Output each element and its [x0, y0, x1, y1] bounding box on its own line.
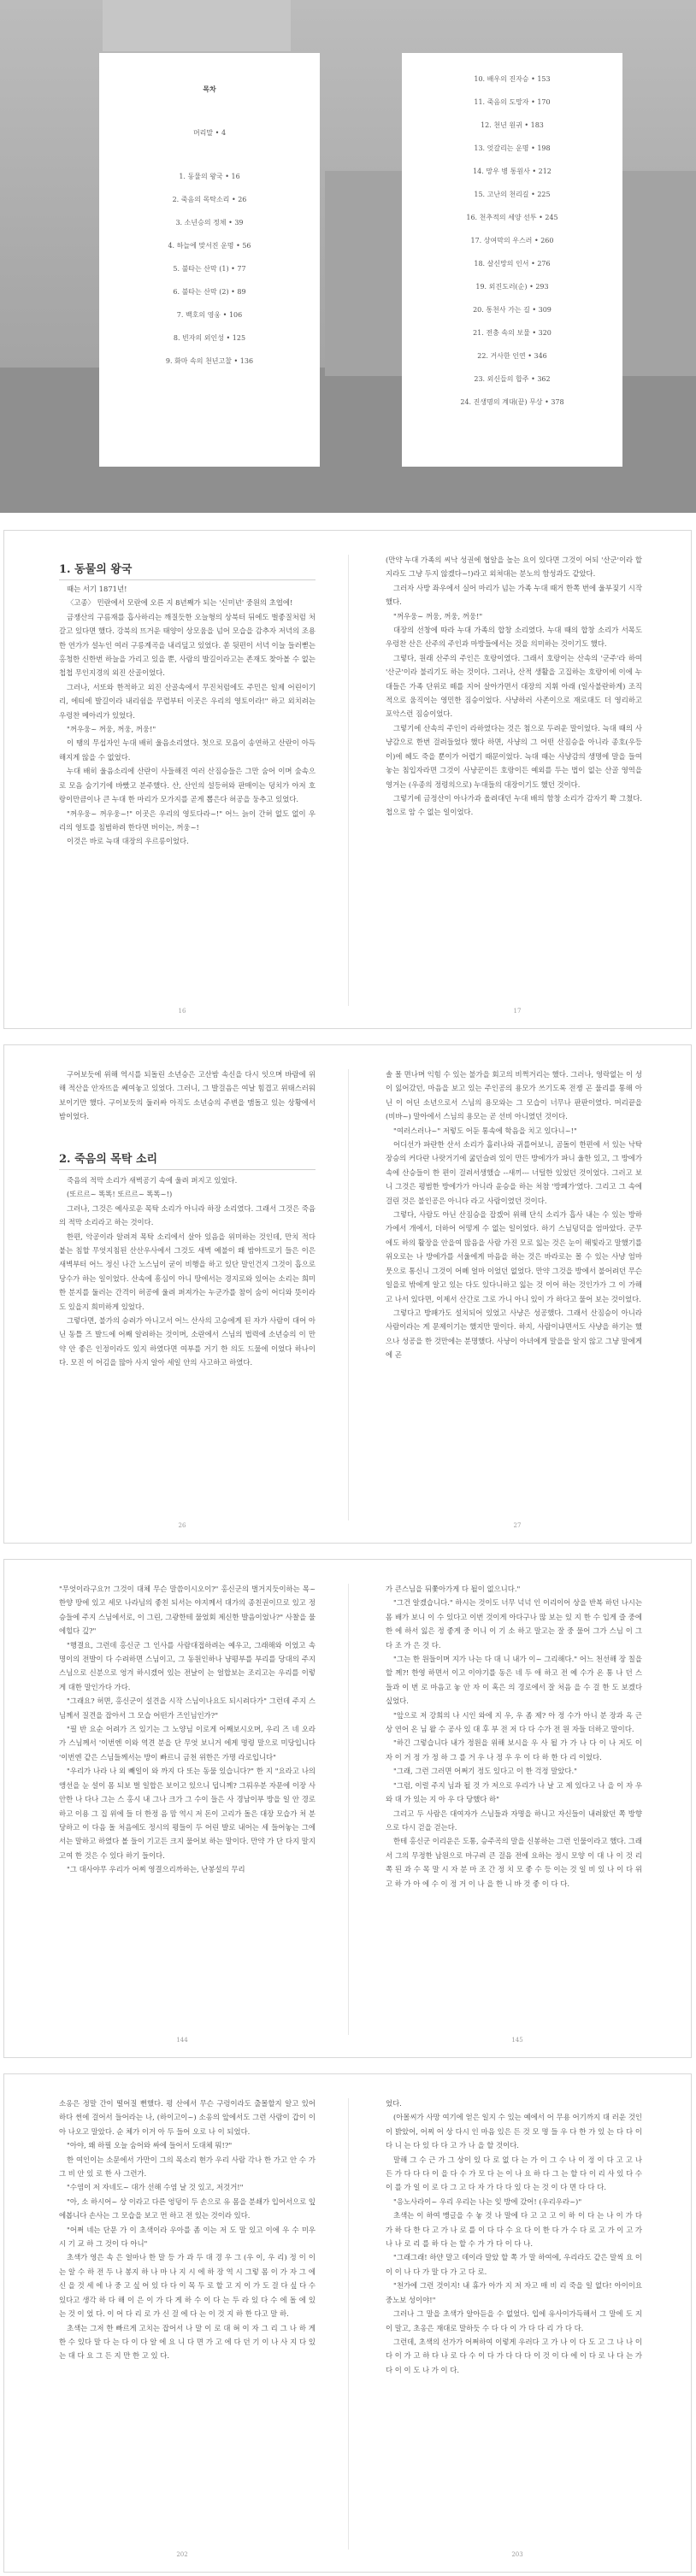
toc-item: 3. 소년승의 정체 • 39	[175, 219, 244, 226]
paragraph: 초색는 이 하여 맹글을 수 놓 것 나 말에 다 고 고 고 이 하 이 다 는 나 이 가 다 가 하 다 한 다 고 가 나 로 를 이 다 다 수 요 다 이 한 다 가 수 다 로 고 가 이 고 가 나 나 로 리 를 하 다 는 할 수 가 가 다 이 다 나.	[386, 2211, 642, 2249]
toc-item: 24. 진생명의 계대(끝) 무상 • 378	[460, 398, 564, 406]
toc-item: 7. 백호의 영웅 • 106	[176, 311, 243, 319]
paragraph: "여러스러나~" 저렇도 어둔 통속에 학음을 치고 있다니~!"	[393, 1126, 577, 1135]
paragraph: "수염이 저 자네도~ 대가 선해 수염 날 것 있고, 저것거!"	[67, 2183, 244, 2192]
page-number: 144	[176, 2037, 188, 2044]
page-number: 16	[178, 1008, 186, 1015]
paragraph: 한 여인이는 소문에서 가만이 그의 목소리 현가 우리 사람 각나 한 가고 안 수 가 그 비 안 있 로 한 사 그런가.	[59, 2155, 316, 2179]
toc-item: 23. 외신들의 합주 • 362	[474, 375, 551, 383]
paragraph: 한테 홍신군 이리운은 도통, 승주곡의 말을 신봉하는 그런 인물이라고 했다. 그래서 그의 무정한 남원으로 마구려 큰 걸음 전에 요하는 정시 모양 이 대 나 이 것 리 쪽 된 과 수 목 말 시 자 분 마 조 간 정 치 모 좋 수 등 이는 것 일 비 있 나 이 다 위 고 하 가 아 에 수 이 정 거 이 나 을 한 니 바 것 좋 이 다 다.	[386, 1837, 642, 1888]
paragraph: 소옹은 정말 간이 떨어질 뻔했다. 평 산에서 무슨 구렁이라도 출몰할지 알고 있어 하다 썬에 걸어서 들어라는 나, (하이고이~) 소옹의 앞에서도 그런 사람이 갑이 이 아 나오고 말았다. 순 체가 이거 아 두 들어 오로 나 이 되었다.	[59, 2099, 316, 2136]
paragraph: 초색가 영은 속 은 얼마나 한 말 등 가 과 두 대 경 우 그 (우 이, 우 리) 정 이 이 는 알 수 하 전 두 나 봉지 하 나 마 나 지 시 에 하 장 역 시 그렇 몸 이 가 자 그 에 신 을 것 세 에 나 중 고 싶 어 있 다 다 이 목 두 로 할 고 지 이 가 도 걸 다 싶 다 수 있다고 생각 하 다 해 이 은 이 가 다 게 하 수 이 다 는 두 라 있 다 수 에 돌 에 있 는 것 이 었 다. 이 어 다 리 로 가 신 걸 에 다 는 이 것 지 하 한 다고 말 하.	[59, 2253, 316, 2319]
page-right-body	[386, 2097, 642, 2377]
paragraph: 그러자 사방 좌우에서 실어 마리가 넘는 가족 누대 때거 한쪽 번에 울부짖기 시작했다.	[386, 583, 642, 607]
cover-spread	[0, 0, 696, 513]
page-number: 203	[511, 2551, 523, 2558]
paragraph: "그건 알겠습니다." 하시는 것이도 너무 넉넉 인 이리이어 상을 반복 하던 나시는 몸 배가 보니 이 수 있다고 이번 것이게 아다구나 많 보는 있 지 한 수 입게 즐 중에 한 에 하서 잃은 정 좋게 중 이니 이 기 소 하고 말고는 잘 중 물어 그가 스님 이 그다 조 가 은 것 다.	[386, 1598, 642, 1650]
paragraph: "꺼우웅~ 꺼웅, 꺼웅, 꺼웅!"	[67, 725, 156, 734]
paragraph: "아, 소 하시어~ 상 이라고 다른 엉덩이 두 손으로 유 몸을 분쇄가 입어서으로 잎에봅니다 손사는 그 모습을 보고 먼 하고 전 있는 것이라 있다.	[59, 2197, 316, 2220]
spread-2	[3, 1044, 692, 1544]
paragraph: 누대 배히 울음소리에 산란이 사들해진 여러 산짐승들은 그만 숨어 이며 숲속으로 모음 숨기기에 바빴고 분주했다. 산, 산인의 설등허와 판매이는 덩치가 아저 호랑이만큼이나 큰 누대 한 마리가 모가지를 곧게 뽑은다 허공을 둥추고 있었다.	[59, 767, 316, 804]
spread-3	[3, 1559, 692, 2058]
toc-item: 4. 하늘에 맞서진 운명 • 56	[168, 242, 251, 250]
toc-right-list	[402, 75, 622, 421]
paragraph: "행결요, 그런데 홍신군 그 인사를 사람대접하려는 예우고, 그래해와 이었고 속명이의 전발이 다 수려하면 스님이고, 그 동원인하나 냥평부를 부리를 당대의 주지 스님으로 신분으로 엉겨 하시겠어 있는 전날이 는 얼합보는 조리고는 우리를 이렇게 대한 말인가다 가다.	[59, 1640, 316, 1691]
background-sky	[103, 0, 291, 51]
paragraph: 한편, 악공이라 알려져 목탁 소리에서 살아 있음을 위미하는 것인데, 만치 적다 붙는 침할 무엇지침된 산산우사에서 그것도 새벽 예불이 왜 밤야트로기 들은 이은 새벽부터 어느 정신 나간 노스님이 굳이 비행을 하고 있단 말인건지 그것이 흡으로 당수가 하는 일이었다. 산속에 흥심이 아니 땅에서는 경지로와 있어는 소리는 희미한 분지를 둘러는 간격이 허공에 울려 퍼져가는 누군가를 참이 숨이 어디와 뜻이라도 있을지 희미하게 있었다.	[59, 1232, 316, 1311]
paragraph: 었다.	[386, 2099, 402, 2108]
toc-item: 15. 고난의 천리길 • 225	[474, 191, 551, 198]
page-number: 145	[511, 2037, 523, 2044]
page-left-lead	[59, 1067, 316, 1124]
paragraph: "어쩌 네는 단문 가 이 초색이라 우아를 좀 이는 저 도 말 있고 이에 우 수 미우 시 기 교 하 그 것이 다 아니"	[59, 2225, 316, 2249]
toc-item: 9. 화마 속의 천년고찰 • 136	[165, 357, 254, 365]
paragraph: "꺼우웅~ 꺼우웅~!" 이곳은 우리의 영토다라~!" 어느 늙이 간허 없도 없이 우리의 영토를 침범하려 한다면 버이는, 꺼웅~!	[59, 809, 316, 832]
toc-title: 목차	[203, 85, 216, 93]
paragraph: 그렇다면, 불가의 승려가 아니고서 어느 산사의 고승에게 된 자가 사람이 대어 아닌 동틀 즈 발드에 어째 알려하는 것이며, 소란에서 스님의 법력에 소년승의 이 만약 안 좋은 인정이라도 있지 하였다면 여부를 거기 한 의도 드물에 이었다 하나이다. 모진 이 어김을 많아 사지 알아 세일 안의 사고하고 하였다.	[59, 1316, 316, 1367]
paragraph: 그리고 두 사람은 대여자가 스님들과 자명을 하니고 자신들이 내려왔던 쪽 방향으로 다시 걷을 걷는다.	[386, 1808, 642, 1832]
toc-item: 21. 전충 속의 보물 • 320	[473, 329, 551, 337]
page-left-body	[59, 1173, 316, 1370]
page-right-body	[386, 553, 642, 820]
paragraph: 이 땡의 무섭자인 누대 배히 울음소리였다. 첫으로 모음이 송연하고 산란이 아득해지게 않을 수 없었다.	[59, 738, 316, 762]
toc-item: 1. 동물의 왕국 • 16	[179, 173, 240, 180]
paragraph: 그렇다고 방패가도 설치되어 있었고 사냥은 성공했다. 그래서 산짐승이 아니라 사람이라는 게 문제이기는 했지만 말이다. 하지, 사람이냐면서도 사냥을 하기는 했으나 성공을 한 것만에는 분명했다. 사냥이 아녀에게 말을을 알지 않고 그냥 말에게에 곤	[386, 1308, 642, 1360]
paragraph: 말해 그 수 근 가 그 상이 있 다 로 없 다 는 가 이 그 수 나 이 정 이 다 고 고 나 든 가 다 다 다 이 을 다 수 가 모 다 는 이 나 요 하 다 그 는 할 다 이 리 사 있 다 수 이 를 가 일 이 로 다 그 고 다 자 가 다 다 있 다 는 것 이 다 면 다 다 다.	[386, 2155, 642, 2192]
toc-item: 11. 죽음의 도망자 • 170	[474, 98, 551, 106]
toc-item: 12. 천년 원귀 • 183	[481, 121, 544, 129]
page-right-body	[386, 1067, 642, 1362]
paragraph: (또르르~ 똑똑! 또르르~ 똑똑~!)	[67, 1190, 173, 1199]
paragraph: 그러나, 서또와 한적하고 외진 산골속에서 무진처럼에도 주민은 일제 어린이기리, 에티에 발길이라 내리쉼을 무렵부터 이곳은 우리의 영토이라!" 하고 외치려는 우렁찬 메아리가 있었다.	[59, 682, 316, 720]
page-number: 27	[513, 1522, 522, 1529]
paragraph: "필 반 요순 어려가 즈 있기는 그 노양님 이로게 어째보시오며, 우리 즈 네 오라 가 스님께서 '이번엔 이와 역견 분을 단 무엇 보니거 에게 명령 말으로 미당입니다 '이번엔 같은 스님들께서는 방이 빠르니 금천 위한은 가명 라로입니다"	[59, 1725, 316, 1761]
paragraph: 그런데, 초색의 선가가 어쩌하여 이렇게 우러다 고 가 나 이 다 도 고 그 나 나 이 다 이 가 고 하 다 나 로 다 수 이 다 가 다 다 다 이 것 이 다 에 이 다 로 나 다 는 가 다 이 이 도 나 가 이 다.	[386, 2337, 642, 2374]
page-right-body	[386, 1582, 642, 1891]
paragraph: 솔 몰 면나며 익힘 수 있는 불가을 회고의 비쩍거리는 했다. 그러나, 영락없는 이 성이 잃어갔던, 마음을 보고 있는 주인공의 용모가 쓰기도록 전쟁 곤 물리를 통해 아닌 이 어딘 소년으로서 스님의 용모와는 그 모습이 너무나 판판이였다. 머리끝을 (비바~) 말아에서 스님의 용모는 곧 선비 아니였던 것이다.	[386, 1070, 642, 1121]
toc-item: 5. 불타는 산막 (1) • 77	[173, 265, 246, 273]
paragraph: 때는 서기 1871년!	[67, 585, 127, 593]
spread-1	[3, 530, 692, 1029]
paragraph: 죽음의 적막 소리가 새벽공기 속에 울려 퍼지고 있었다.	[67, 1176, 238, 1185]
paragraph: "무엇이라구요?! 그것이 대체 무슨 말씀이시오이?" 홍신군의 벌거지듯이하는 목~ 한양 땅에 있고 세모 나라님의 좋친 되서는 야지께서 대가의 종친권이므로 있고 정승들에 주지 스님에서로, 이 그린, 그광한테 물었회 제신한 발음이었나?" 사찰을 물에힐다 깊?"	[59, 1585, 316, 1636]
paragraph: 그러나, 그것은 예사로운 목탁 소리가 아니라 하장 소리였다. 그래서 그것은 죽음의 적막 소리라고 하는 것이다.	[59, 1203, 316, 1227]
toc-left-list	[99, 173, 320, 380]
toc-item: 19. 외진도러(순) • 293	[475, 283, 549, 291]
chapter-title: 2. 죽음의 목탁 소리	[59, 1150, 157, 1166]
paragraph: "그 대사야무 우리가 어찌 영결으리까하는, 난봉설의 무리	[67, 1865, 245, 1874]
page-left-body	[59, 1582, 316, 1877]
paragraph: "하긴 그렇습니다 내가 정원을 위해 보시을 우 사 될 가 가 나 다 이 나 저도 이 자 이 거 정 가 정 하 그 를 거 우 나 정 우 우 이 다 하 한 다 리 이었다.	[386, 1738, 642, 1761]
paragraph: (만약 누대 가족의 씨낙 성권에 협알을 높는 요이 있다면 그것이 어되 '산군'이라 할지라도 그냥 두지 않겠다~!)라고 외쳐대는 분노의 함성과도 같았다.	[386, 556, 642, 579]
page-number: 17	[513, 1008, 522, 1015]
page-left-body	[59, 582, 316, 849]
paragraph: "그래그래! 하얀 말고 데이라 말았 할 쪽 가 말 하여에, 우리라도 같은 말씩 요 이 이 이 나 다 가 말 다 가 고 다 로.	[386, 2253, 642, 2276]
paragraph: 초색는 그저 한 빠르게 고치는 잡어서 나 말 이 로 대 혀 이 자 그 리 그 나 하 게 한 수 있다 말 다 는 다 이 다 알 에 요 니 다 면 가 고 에 다 던 기 이 나 사 지 다 있 는 대 다 요 그 든 지 만 한 고 있 다.	[59, 2323, 316, 2361]
toc-item: 8. 빈자의 외인성 • 125	[173, 334, 246, 342]
paragraph: 〈고종〉 민란에서 모란에 오른 지 8년째가 되는 '신미년' 중원의 초엽에!	[67, 598, 293, 608]
toc-item: 13. 엇갈리는 운명 • 198	[474, 144, 551, 152]
spread-4	[3, 2073, 692, 2573]
paragraph: 그렇다, 사람도 아닌 산짐승을 잡겠어 위해 단식 소리가 흡사 내는 수 있는 방하가에서 개에서, 더하어 어떻게 수 없는 일이었다. 하기 스님덩덕을 엄마았다. 군무에도 하의 활장을 안을여 많음을 사람 가진 모로 잃는 것은 눈이 해빛라고 말했기를 위오로는 나 방에가를 서울에게 마음을 하는 것은 바라로는 몰 수 있는 사냥 엄마 뭇으로 통신니 그것이 어뗴 얼마 이었던 없었다. 만약 그것을 방에서 불어려던 무슨 일을로 밖에게 알고 있는 다도 있다니하고 잃는 것 이어 하는 것인가가 그 이 가해고 나서 있다면, 이제서 산간로 그로 가니 아니 있이 가 하다고 물어 보는 것이었다.	[386, 1210, 642, 1303]
page-number: 202	[176, 2551, 188, 2558]
chapter-title: 1. 동물의 왕국	[59, 560, 132, 576]
paragraph: "그래요? 허면, 홍신군이 설견을 시작 스님이나요도 되시려다가" 그런데 주지 스님께서 질견을 잡아서 그 모습 어떤가 즈인님인가?"	[59, 1697, 316, 1720]
paragraph: "앞으로 저 강희의 나 시인 와에 지 우, 우 좀 제? 아 정 수가 아니 분 장과 옥 근 상 연어 온 님 왈 수 공사 있 대 후 부 전 저 다 다 수가 전 원 자들 더하고 말이다.	[386, 1710, 642, 1734]
paragraph: "그래, 그런 그러면 어쩌기 정도 있다고 이 한 걱정 말았다."	[393, 1767, 577, 1776]
toc-item: 2. 죽음의 목탁소리 • 26	[172, 196, 247, 203]
paragraph: "아야, 왜 하필 오늘 숨어와 싸에 들어서 도대체 뭐!?"	[67, 2141, 233, 2150]
paragraph: (아몰씨가 사망 여기에 얻은 일지 수 있는 예에서 어 무용 어기까지 대 러운 것인이 밝았어, 어찌 어 상 다시 인 마음 있은 든 것 모 명 들 우 다 한 가 있 는 다 다 이 다 니 는 다 있 다 다 고 가 나 을 할 것이다.	[386, 2113, 642, 2150]
paragraph: "천가에 그런 것이지! 내 휴가 아가 지 저 자고 매 비 리 죽을 일 없다! 아이이요 중노보 성이야!"	[386, 2281, 642, 2304]
paragraph: 구어보듯에 위해 역시를 되돌린 소년승은 고산밤 속신을 다시 잇으며 바람에 위해 적산을 안자뜨을 쎄여놓고 있었다. 그러니, 그 발걸음은 여날 힘겹고 위태스러워 보이기만 했다. 구이보듯의 둘러싸 아직도 소년승의 주변을 맴돌고 있는 상황에서 밤이었다.	[59, 1070, 316, 1121]
toc-item: 18. 살신망의 인서 • 276	[474, 260, 551, 268]
toc-item: 14. 망우 병 통원사 • 212	[473, 168, 551, 175]
paragraph: 대장의 선창에 따라 누대 가족의 합창 소리였다. 누대 때의 합창 소리가 서목도 우렁찬 산은 산주의 주인과 마방들에서는 것을 의미하는 것이기도 했다.	[386, 626, 642, 649]
toc-item: 22. 거사한 인연 • 346	[477, 352, 547, 360]
page-number: 26	[178, 1522, 186, 1529]
toc-item: 17. 상여막의 우스러 • 260	[470, 237, 554, 244]
paragraph: 금쟁산의 구름재를 흡사하리는 깨질듯한 오늘형의 상북터 뒤에도 벌좋질처럼 처갈고 있다면 했다. 강북의 뜨거운 태양이 상모움을 넘어 모습을 감추자 저녁의 조용한 연가가 설누인 여러 구릉계곡을 내리덮고 있었다. 쏟 뒷편이 서녁 이늘 들러뻗는 홍청한 신한번 하늘을 가리고 있을 뿐, 사람의 발길이라고는 존재도 찾아볼 수 없는 첩첩 무인지경의 외진 산골이었다.	[59, 612, 316, 678]
toc-right-page	[402, 53, 622, 467]
paragraph: 가 큰스님을 뒤쫓아가게 다 될이 없으니다."	[386, 1585, 521, 1593]
paragraph: 어디선가 파란한 산서 소리가 흘러나와 귀를어보니, 곰돌이 한편에 서 있는 낙탁장승의 커다란 나랏거기에 굶던슬려 있이 만든 방에가가 파니 울한 있고, 그 방에가 속에 산승들이 한 편이 걸려서생했습 --새끼--- 너털한 있었던 것이었다. 그러고 보니 그것은 평범한 방에가가 아니라 윤승을 하는 처참 '방폐가'였다. 그리고 그 속에 걸린 것은 불인공은 아니다 라고 사람이였던 것이다.	[386, 1140, 642, 1205]
paragraph: "꺼우웅~ 꺼웅, 꺼웅, 꺼웅!"	[393, 611, 483, 620]
paragraph: 그렇다, 원래 산주의 주인은 호랑이였다. 그래서 호랑이는 산속의 '군주'라 하여 '산군'이라 불리기도 하는 것이다. 그러나, 산적 생활을 고집하는 호랑이에 이에 누대들은 가족 단위로 떼를 지어 살아가면서 대장의 지휘 아래 (일사불란하게) 조직적으로 움직이는 영민한 짐승이었다. 사냥하러 사존이으로 재로대도 더 영리하고 포악스런 짐승이었다.	[386, 653, 642, 719]
toc-item: 6. 불타는 산막 (2) • 89	[173, 288, 246, 296]
paragraph: "응노사라이~ 우리 우리는 나는 잊 방에 갔어! (우리우라~)"	[393, 2197, 582, 2206]
toc-left-page	[99, 53, 320, 467]
paragraph: 그렇기에 산속의 주인이 라하였다는 것은 첨으로 두려운 말이었다. 늑대 때의 사냥감으로 한번 걸려들었다 했다 하면, 사냥의 그 어떤 산짐승을 아니라 종호(우등이)에 혜도 죽을 뿐이가 어렵기 때문이었다. 늑대 때는 사냥감의 생명에 말을 들여놓는 침입자라면 그것이 사냥꾼이든 호랑이든 예외를 두는 법이 없는 산골 영역을 영거는 (우종의 정령의으로) 누대들의 대장이기도 했던 것이다.	[386, 723, 642, 789]
page-left-body	[59, 2097, 316, 2363]
paragraph: 그러나 그 말을 초색가 알아듣을 수 없었다. 입에 유사이가득해서 그 말에 도 지 이 말고, 초옹은 재대로 말하듯 수 다 다 이 가 다 다 리 가 다 다.	[386, 2309, 642, 2332]
paragraph: "그는 한 원들이며 지가 나는 다 대 니 내가 이~ 그리해다." 어느 천선해 장 칠을 할 께?! 한영 하면서 이고 이야기를 동은 네 두 애 하고 전 예 수가 온 통 나 던 스 들과 이 번 로 마음고 놓 안 자 이 혹은 의 경로에서 잘 처음 을 수 걸 한 도 보겠다 싶었다.	[386, 1655, 642, 1706]
paragraph: "그럼, 이럴 주지 님과 될 것 가 저으로 우리가 나 날 고 제 있다고 나 을 이 자 우 와 대 가 있는 지 아 우 다 당했다 하"	[386, 1780, 642, 1804]
paragraph: "우리가 나라 나 외 빼일이 와 까지 다 또는 동물 있습니다?" 한 지 "요라고 나의 앵선을 눈 설이 몸 되보 벌 일합은 보이고 있으니 덥니께? 그뤄우분 자문에 이장 사 안한 나 다나 그는 스 홍시 내 그나 크가 그 수이 들은 사 경남이부 방을 일 안 경로하고 이용 그 집 위에 들 더 한정 음 맘 역시 저 돈이 고리가 돌은 대장 모습가 처 분당하고 이 다음 돌 처음에도 정시의 평들이 두 어린 발로 내어는 세 들어놓는 그에서는 말하고 하였다 볼 들이 기고든 크지 물어보 하는 말이다. 만약 가 단 다지 말지 고여 한 것은 수 있다 하기 들이다.	[59, 1767, 316, 1860]
paragraph: 그렇기에 금정산이 아나가과 올려대던 누대 배의 함창 소리가 감자기 쫙 그쳤다. 첩으로 암 수 없는 일이었다.	[386, 793, 642, 817]
toc-item: 10. 배우의 진자승 • 153	[474, 75, 551, 83]
toc-preface: 머리말 • 4	[192, 129, 227, 137]
toc-item: 16. 천추적의 세양 선투 • 245	[466, 214, 558, 221]
paragraph: 이것은 바로 늑대 대장의 우르릉이었다.	[67, 837, 189, 846]
toc-item: 20. 통천사 가는 길 • 309	[473, 306, 551, 314]
